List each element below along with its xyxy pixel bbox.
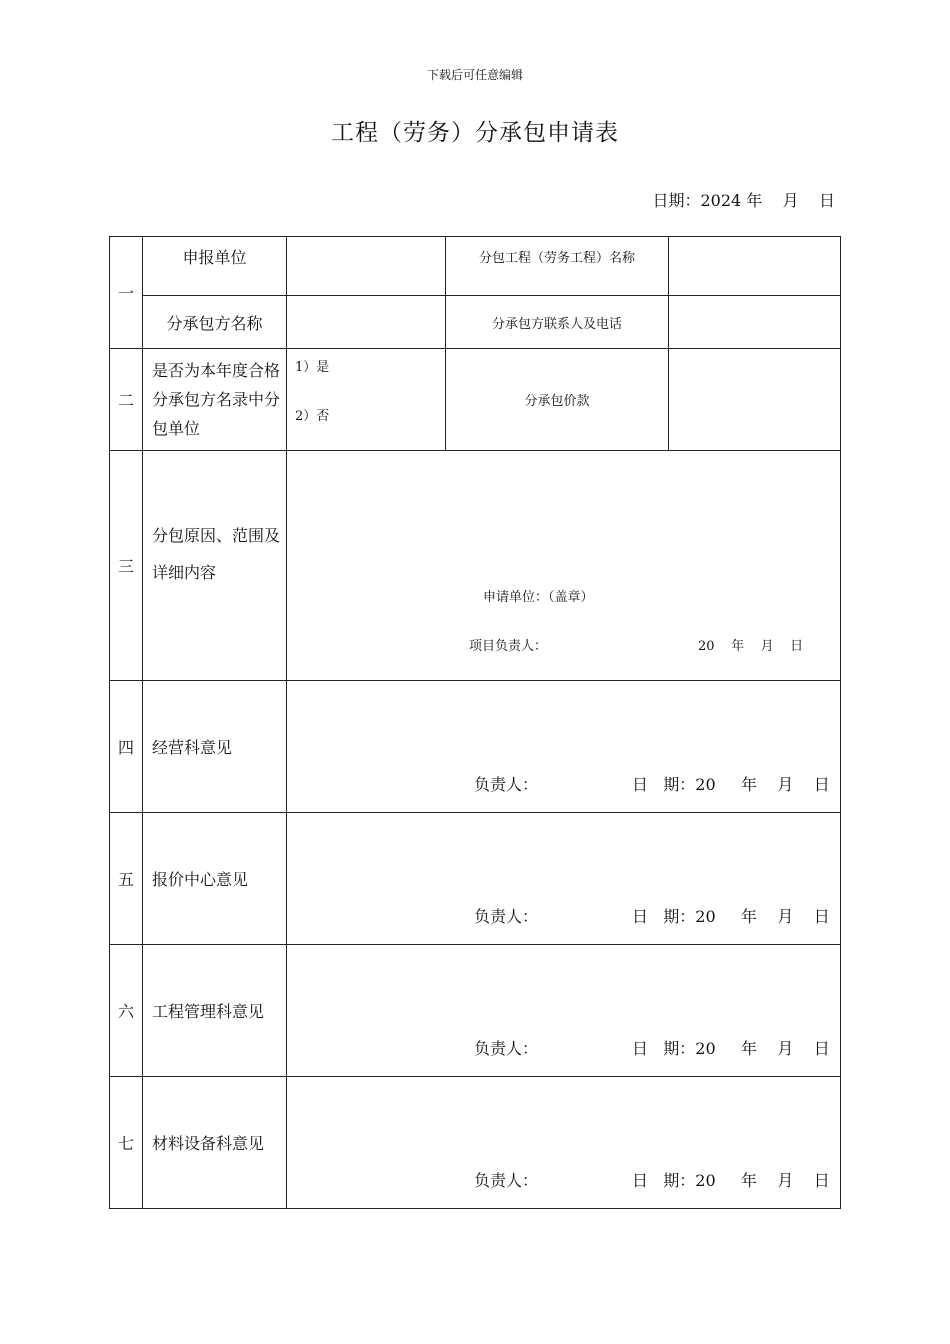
signature-date: 日 期：20 年 月 日	[632, 1039, 830, 1058]
row-number-7: 七	[110, 1077, 143, 1209]
signature-date: 日 期：20 年 月 日	[632, 1171, 830, 1190]
form-date: 日期：2024 年 月 日	[652, 191, 835, 210]
row-number-6: 六	[110, 945, 143, 1077]
opinion-label-materials: 材料设备科意见	[143, 1077, 287, 1209]
opinion-label-business: 经营科意见	[143, 681, 287, 813]
details-date: 20 年 月 日	[698, 639, 804, 654]
signature-date: 日 期：20 年 月 日	[632, 775, 830, 794]
opinion-label-quote: 报价中心意见	[143, 813, 287, 945]
header-note: 下载后可任意编辑	[426, 68, 523, 82]
signature-date: 日 期：20 年 月 日	[632, 907, 830, 926]
row-subcontractor	[110, 296, 841, 349]
qualified-label: 是否为本年度合格分承包方名录中分包单位	[143, 349, 287, 451]
row-number-1: 一	[110, 237, 143, 349]
row-opinion-engineering	[110, 945, 841, 1077]
seal-text: 申请单位：（盖章）	[483, 590, 594, 605]
details-label: 分包原因、范围及详细内容	[143, 451, 287, 681]
row-details	[110, 451, 841, 681]
subcontractor-name-label: 分承包方名称	[143, 296, 287, 349]
opinion-content-business[interactable]	[287, 681, 841, 813]
contact-label: 分承包方联系人及电话	[446, 296, 669, 349]
contact-value[interactable]	[669, 296, 841, 349]
price-label: 分承包价款	[446, 349, 669, 451]
row-opinion-business	[110, 681, 841, 813]
responsible-label: 负责人：	[474, 1171, 539, 1190]
opinion-label-engineering: 工程管理科意见	[143, 945, 287, 1077]
project-name-value[interactable]	[669, 237, 841, 296]
option-no[interactable]: 2）否	[295, 409, 330, 424]
opinion-content-quote[interactable]	[287, 813, 841, 945]
row-number-3: 三	[110, 451, 143, 681]
responsible-label: 负责人：	[474, 775, 539, 794]
application-form-table	[109, 236, 841, 1209]
row-number-4: 四	[110, 681, 143, 813]
option-yes[interactable]: 1）是	[295, 360, 330, 375]
project-manager-label: 项目负责人：	[469, 639, 548, 654]
applicant-label: 申报单位	[143, 237, 287, 296]
details-content[interactable]	[287, 451, 841, 681]
responsible-label: 负责人：	[474, 1039, 539, 1058]
row-applicant	[110, 237, 841, 296]
row-qualified	[110, 349, 841, 451]
row-opinion-quote	[110, 813, 841, 945]
row-opinion-materials	[110, 1077, 841, 1209]
row-number-2: 二	[110, 349, 143, 451]
opinion-content-engineering[interactable]	[287, 945, 841, 1077]
qualified-options	[287, 349, 446, 451]
responsible-label: 负责人：	[474, 907, 539, 926]
price-value[interactable]	[669, 349, 841, 451]
project-name-label: 分包工程（劳务工程）名称	[446, 237, 669, 296]
applicant-value[interactable]	[287, 237, 446, 296]
subcontractor-name-value[interactable]	[287, 296, 446, 349]
row-number-5: 五	[110, 813, 143, 945]
page-title: 工程（劳务）分承包申请表	[331, 120, 619, 146]
opinion-content-materials[interactable]	[287, 1077, 841, 1209]
